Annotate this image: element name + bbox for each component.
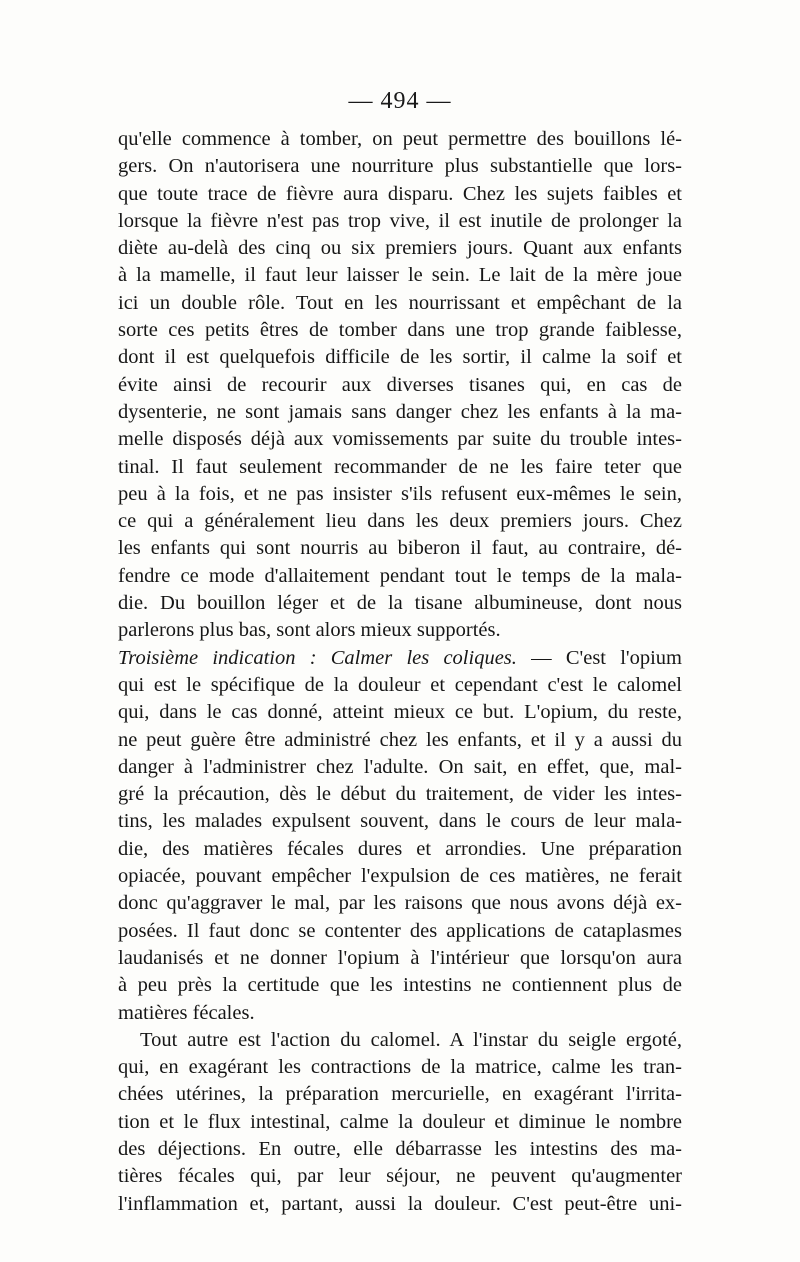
text-line: tion et le flux intestinal, calme la douleur et diminue le nombre xyxy=(118,1110,682,1133)
text-line: fendre ce mode d'allaitement pendant tout le temps de la mala- xyxy=(118,564,682,587)
text-line: gers. On n'autorisera une nourriture plus substantielle que lors- xyxy=(118,155,682,178)
text-line: peu à la fois, et ne pas insister s'ils refusent eux-mêmes le sein, xyxy=(118,482,682,505)
text-line: des déjections. En outre, elle débarrasse les intestins des ma- xyxy=(118,1137,682,1160)
text-line: sorte ces petits êtres de tomber dans une trop grande faiblesse, xyxy=(118,319,682,342)
text-line: qu'elle commence à tomber, on peut permettre des bouillons lé- xyxy=(118,128,682,150)
text-line: à la mamelle, il faut leur laisser le sein. Le lait de la mère joue xyxy=(118,264,682,287)
text-line: diète au-delà des cinq ou six premiers jours. Quant aux enfants xyxy=(118,237,682,260)
text-line: chées utérines, la préparation mercurielle, en exagérant l'irrita- xyxy=(118,1083,682,1106)
text-line: lorsque la fièvre n'est pas trop vive, il est inutile de prolonger la xyxy=(118,209,682,232)
text-line: opiacée, pouvant empêcher l'expulsion de ces matières, ne ferait xyxy=(118,865,682,888)
text-line: parlerons plus bas, sont alors mieux supportés. xyxy=(118,619,501,642)
text-line: dont il est quelquefois difficile de les sortir, il calme la soif et xyxy=(118,346,682,369)
text-line: laudanisés et ne donner l'opium à l'intérieur que lorsqu'on aura xyxy=(118,946,682,969)
text-line: évite ainsi de recourir aux diverses tisanes qui, en cas de xyxy=(118,373,682,396)
text-line: Tout autre est l'action du calomel. A l'instar du seigle ergoté, xyxy=(140,1028,682,1051)
text-line: les enfants qui sont nourris au biberon il faut, au contraire, dé- xyxy=(118,537,682,560)
text-line: à peu près la certitude que les intestins ne contiennent plus de xyxy=(118,974,682,997)
text-line: qui est le spécifique de la douleur et cependant c'est le calomel xyxy=(118,673,682,696)
text-line: l'inflammation et, partant, aussi la douleur. C'est peut-être uni- xyxy=(118,1192,682,1215)
text-line: tinal. Il faut seulement recommander de ne les faire teter que xyxy=(118,455,682,478)
text-line: gré la précaution, dès le début du traitement, de vider les intes- xyxy=(118,783,682,806)
text-line: qui, en exagérant les contractions de la matrice, calme les tran- xyxy=(118,1056,682,1079)
text-line: matières fécales. xyxy=(118,1001,255,1024)
text-line: posées. Il faut donc se contenter des applications de cataplasmes xyxy=(118,919,682,942)
page-number: — 494 — xyxy=(348,88,452,114)
text-line: tières fécales qui, par leur séjour, ne peuvent qu'augmenter xyxy=(118,1165,682,1188)
text-line xyxy=(118,645,682,672)
text-line: ne peut guère être administré chez les enfants, et il y a aussi du xyxy=(118,728,682,751)
text-line: que toute trace de fièvre aura disparu. Chez les sujets faibles et xyxy=(118,182,682,205)
section-heading: Troisième indication : Calmer les coliques. xyxy=(118,646,517,669)
text-line: danger à l'administrer chez l'adulte. On sait, en effet, que, mal- xyxy=(118,755,682,778)
text-line: tins, les malades expulsent souvent, dans le cours de leur mala- xyxy=(118,810,682,833)
heading-continuation: — C'est l'opium xyxy=(516,646,682,669)
text-line: ce qui a généralement lieu dans les deux premiers jours. Chez xyxy=(118,510,682,533)
text-line: melle disposés déjà aux vomissements par suite du trouble intes- xyxy=(118,428,682,451)
body-text xyxy=(118,126,682,1218)
text-line: ici un double rôle. Tout en les nourrissant et empêchant de la xyxy=(118,291,682,314)
text-line: die, des matières fécales dures et arrondies. Une préparation xyxy=(118,837,682,860)
text-line: dysenterie, ne sont jamais sans danger chez les enfants à la ma- xyxy=(118,400,682,423)
text-line: die. Du bouillon léger et de la tisane albumineuse, dont nous xyxy=(118,592,682,615)
text-line: qui, dans le cas donné, atteint mieux ce but. L'opium, du reste, xyxy=(118,701,682,724)
text-line: donc qu'aggraver le mal, par les raisons que nous avons déjà ex- xyxy=(118,892,682,915)
